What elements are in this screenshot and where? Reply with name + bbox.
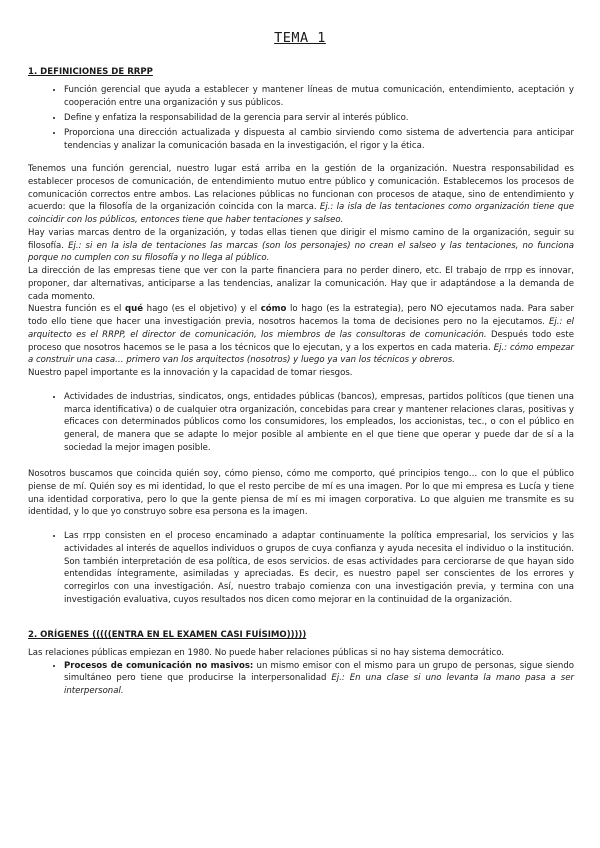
paragraph-text: Hay varias marcas dentro de la organización, y todas ellas tienen que dirigir el mismo camino de la organización, seguir su filosofía.	[28, 227, 574, 251]
example-text: Ej.: el arquitecto es el RRPP, el director de comunicación, los miembros de las consultoras de comunicación.	[28, 317, 574, 340]
section-heading-definiciones: 1. DEFINICIONES DE RRPP	[28, 67, 153, 77]
emphasis-que: qué	[125, 304, 144, 315]
paragraph-text: Después todo este proceso que nosotros hacemos se le pasa a los técnicos que lo ejecutan, y a los expertos en cada materia.	[28, 329, 574, 353]
paragraph-text: hago (es el objetivo) y el	[146, 304, 258, 315]
paragraph: Las relaciones públicas empiezan en 1980. No puede haber relaciones públicas si no hay sistema democrático.	[28, 647, 505, 658]
paragraph-text: Tenemos una función gerencial, nuestro lugar está arriba en la gestión de la organización. Nuestra responsabilidad es establecer procesos de comunicación, de entendimiento mutuo entre público y comunicación. Establecemos los procesos de comunicación correctos entre ambos. Las relaciones públicas no funcionan con procesos de ataque, sino de entendimiento y acuerdo: que la filosofía de la organización coincida con la marca.	[28, 164, 574, 213]
list-item: • Función gerencial que ayuda a establecer y mantener líneas de mutua comunicación, entendimiento, aceptación y cooperación entre una organización y sus públicos.	[64, 84, 574, 110]
section-heading-origenes: 2. ORÍGENES (((((ENTRA EN EL EXAMEN CASI FUÍSIMO)))))	[28, 630, 307, 640]
list-item: • Define y enfatiza la responsabilidad de la gerencia para servir al interés público.	[64, 112, 574, 125]
document-body	[28, 66, 574, 700]
emphasis-term: Procesos de comunicación no masivos:	[64, 660, 254, 671]
example-text: Ej.: cómo empezar a construir una casa… primero van los arquitectos (nosotros) y luego ya van los técnicos y obreros.	[28, 342, 575, 366]
paragraph: Nuestro papel importante es la innovación y la capacidad de tomar riesgos.	[28, 368, 353, 378]
paragraph	[28, 227, 574, 265]
paragraph	[28, 163, 574, 227]
example-text: Ej.: si en la isla de tentaciones las marcas (son los personajes) no crean el salseo y las tentaciones, no funciona porque no cumplen con su filosofía y no llega al público.	[28, 240, 574, 264]
list-item: • Las rrpp consisten en el proceso encaminado a adaptar continuamente la política empresarial, los servicios y las actividades al interés de aquellos individuos o grupos de cuya confianza y ayuda necesita el individuo o la institución. Son también interpretación de esa política, de esos servicios. de esas actividades para cerciorarse de que hayan sido entendidas íntegramente, asimiladas y apreciadas. Es decir, es nuestro papel ser conscientes de los errores y corregirlos con una investigación. Así, nuestro trabajo comienza con una investigación previa, y termina con una investigación evaluativa, cuyos resultados nos dicen como mejorar en la continuidad de la organización.	[64, 530, 574, 607]
paragraph: Nosotros buscamos que coincida quién soy, cómo pienso, cómo me comporto, qué principios tengo… con lo que el público piense de mí. Quién soy es mi identidad, lo que el resto percibe de mí es una imagen. Por lo que mi empresa es Lucía y tiene una identidad corporativa, pero lo que la gente piensa de mí es mi imagen corporativa. Lo que alguien me transmite es su identidad, y lo que yo construyo sobre esa persona es la imagen.	[28, 469, 574, 518]
paragraph: La dirección de las empresas tiene que ver con la parte financiera para no perder dinero, etc. El trabajo de rrpp es innovar, proponer, dar alternativas, anticiparse a las tendencias, analizar la comunicación. Hay que ir adaptándose a la demanda de cada momento.	[28, 266, 574, 302]
paragraph-text: un mismo emisor con el mismo para un grupo de personas, sigue siendo simultáneo pero tiene que producirse la interpersonalidad	[64, 660, 575, 684]
paragraph	[28, 303, 574, 367]
rrpp-process-list	[28, 530, 574, 607]
list-item	[64, 660, 574, 698]
activities-list	[28, 391, 574, 455]
definitions-list	[28, 84, 574, 153]
list-item: • Proporciona una dirección actualizada y dispuesta al cambio sirviendo como sistema de advertencia para anticipar tendencias y analizar la comunicación basada en la investigación, el rigor y la ética.	[64, 127, 574, 153]
origins-list	[28, 660, 574, 698]
paragraph-text: Nuestra función es el	[28, 304, 122, 315]
example-text: Ej.: En una clase si uno levanta la mano pasa a ser interpersonal.	[64, 673, 574, 696]
paragraph-text: lo hago (es la estrategia), pero NO ejecutamos nada. Para saber todo ello tiene que hacer una investigación previa, nosotros hacemos la toma de decisiones pero no la ejecutamos.	[28, 304, 574, 327]
example-text: Ej.: la isla de las tentaciones como organización tiene que coincidir con los públicos, entonces tiene que haber tentaciones y salseo.	[28, 202, 575, 225]
page-title: TEMA 1	[274, 30, 326, 46]
list-item: • Actividades de industrias, sindicatos, ongs, entidades públicas (bancos), empresas, partidos políticos (que tienen una marca identificativa) o de cualquier otra organización, concebidas para crear y mantener relaciones claras, positivas y eficaces con determinados públicos como los consumidores, los empleados, los accionistas, tec., o con el público en general, de manera que se adapte lo mejor posible al ambiente en el que tiene que operar y puede dar de sí a la sociedad la mejor imagen posible.	[64, 391, 574, 455]
emphasis-como: cómo	[260, 304, 287, 315]
